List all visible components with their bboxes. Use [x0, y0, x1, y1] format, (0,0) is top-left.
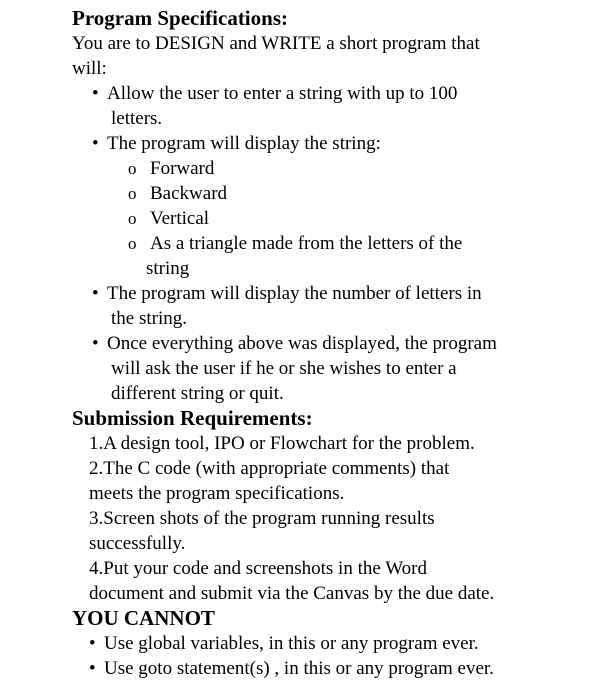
spec-bullet-1-line-2: letters.: [111, 108, 163, 129]
program-specifications-heading: Program Specifications:: [72, 6, 288, 30]
spec-bullet-3-line-1: The program will display the number of letters in: [107, 283, 482, 304]
spec-bullet-2-line-1: The program will display the string:: [107, 133, 381, 154]
submission-item-3-line-1: 3.Screen shots of the program running results: [89, 508, 435, 529]
submission-item-4-line-2: document and submit via the Canvas by the due date.: [89, 583, 495, 604]
spec-bullet-4-line-1: Once everything above was displayed, the program: [107, 333, 497, 354]
bullet-marker: •: [92, 333, 99, 354]
intro-text-line-2: will:: [72, 58, 107, 79]
restriction-global-variables: Use global variables, in this or any program ever.: [104, 633, 479, 654]
submission-item-4-line-1: 4.Put your code and screenshots in the Word: [89, 558, 427, 579]
sub-item-forward: Forward: [150, 158, 215, 179]
submission-item-1: 1.A design tool, IPO or Flowchart for the problem.: [89, 433, 475, 454]
bullet-marker: •: [89, 633, 96, 654]
bullet-marker: •: [92, 283, 99, 304]
circle-marker: o: [128, 159, 137, 178]
bullet-marker: •: [92, 83, 99, 104]
circle-marker: o: [128, 184, 137, 203]
spec-bullet-4-line-2: will ask the user if he or she wishes to enter a: [111, 358, 457, 379]
sub-item-triangle-line-2: string: [146, 258, 190, 279]
submission-item-3-line-2: successfully.: [89, 533, 186, 554]
circle-marker: o: [128, 209, 137, 228]
intro-text-line-1: You are to DESIGN and WRITE a short program that: [72, 33, 480, 54]
sub-item-vertical: Vertical: [150, 208, 210, 229]
spec-bullet-4-line-3: different string or quit.: [111, 383, 284, 404]
bullet-marker: •: [89, 658, 96, 679]
restriction-goto-statements: Use goto statement(s) , in this or any program ever.: [104, 658, 494, 679]
you-cannot-heading: YOU CANNOT: [72, 606, 215, 630]
spec-bullet-1-line-1: Allow the user to enter a string with up to 100: [107, 83, 458, 104]
submission-item-2-line-2: meets the program specifications.: [89, 483, 345, 504]
circle-marker: o: [128, 234, 137, 253]
spec-bullet-3-line-2: the string.: [111, 308, 187, 329]
bullet-marker: •: [92, 133, 99, 154]
sub-item-backward: Backward: [150, 183, 228, 204]
submission-item-2-line-1: 2.The C code (with appropriate comments) that: [89, 458, 450, 479]
submission-requirements-heading: Submission Requirements:: [72, 406, 313, 430]
sub-item-triangle-line-1: As a triangle made from the letters of the: [150, 233, 463, 254]
